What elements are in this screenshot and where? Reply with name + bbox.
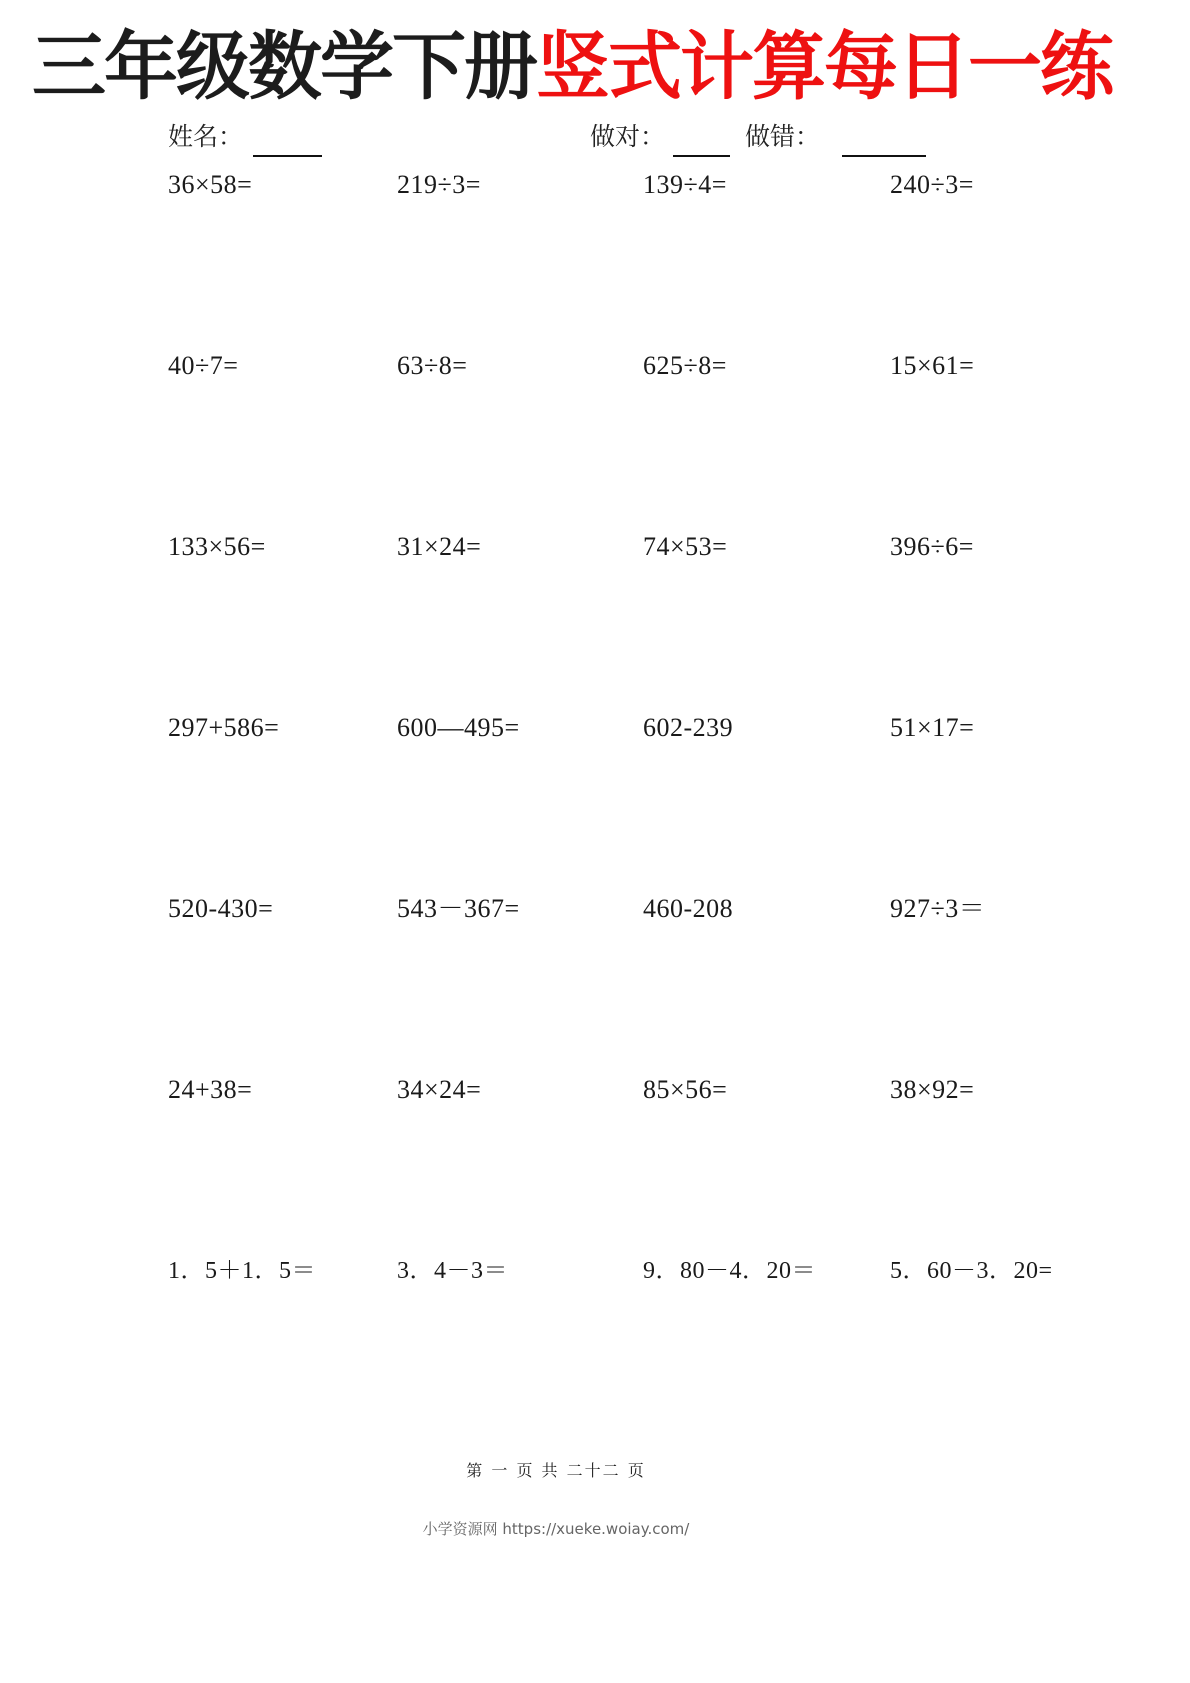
- problem-r5-c2: 543－367=: [397, 894, 520, 923]
- page-indicator: 第 一 页 共 二十二 页: [466, 1461, 646, 1480]
- problem-r7-c1: 1．5＋1．5＝: [168, 1258, 316, 1284]
- problem-r7-c2: 3．4－3＝: [397, 1258, 508, 1284]
- problem-r2-c1: 40÷7=: [168, 351, 239, 380]
- name-blank[interactable]: [253, 155, 322, 157]
- problem-r1-c4: 240÷3=: [890, 170, 974, 199]
- name-label: 姓名：: [168, 122, 244, 151]
- problem-r3-c4: 396÷6=: [890, 532, 974, 561]
- problem-r7-c4: 5．60－3．20=: [890, 1258, 1053, 1284]
- worksheet-title: [32, 22, 1112, 112]
- correct-count-blank[interactable]: [673, 155, 730, 157]
- problem-r5-c3: 460-208: [643, 894, 734, 923]
- problem-r6-c4: 38×92=: [890, 1075, 975, 1104]
- problem-r2-c3: 625÷8=: [643, 351, 727, 380]
- problem-r3-c2: 31×24=: [397, 532, 482, 561]
- problem-r6-c2: 34×24=: [397, 1075, 482, 1104]
- problem-r2-c4: 15×61=: [890, 351, 975, 380]
- problem-r4-c4: 51×17=: [890, 713, 975, 742]
- problem-r3-c1: 133×56=: [168, 532, 266, 561]
- source-watermark: 小学资源网 https://xueke.woiay.com/: [422, 1520, 690, 1538]
- wrong-count-blank[interactable]: [842, 155, 926, 157]
- problem-r3-c3: 74×53=: [643, 532, 728, 561]
- problem-r5-c1: 520-430=: [168, 894, 274, 923]
- title-grade-subject: 三年级数学下册: [32, 24, 536, 110]
- problem-r4-c2: 600—495=: [397, 713, 520, 742]
- problem-r4-c1: 297+586=: [168, 713, 280, 742]
- wrong-count-label: 做错：: [745, 122, 821, 151]
- problem-r7-c3: 9．80－4．20＝: [643, 1258, 816, 1284]
- problem-r1-c2: 219÷3=: [397, 170, 481, 199]
- title-topic: 竖式计算每日一练: [536, 24, 1112, 110]
- problem-r1-c3: 139÷4=: [643, 170, 727, 199]
- problem-r6-c1: 24+38=: [168, 1075, 253, 1104]
- problem-r2-c2: 63÷8=: [397, 351, 468, 380]
- problem-r4-c3: 602-239: [643, 713, 734, 742]
- problem-r6-c3: 85×56=: [643, 1075, 728, 1104]
- correct-count-label: 做对：: [590, 122, 666, 151]
- problem-r5-c4: 927÷3＝: [890, 894, 986, 923]
- problem-r1-c1: 36×58=: [168, 170, 253, 199]
